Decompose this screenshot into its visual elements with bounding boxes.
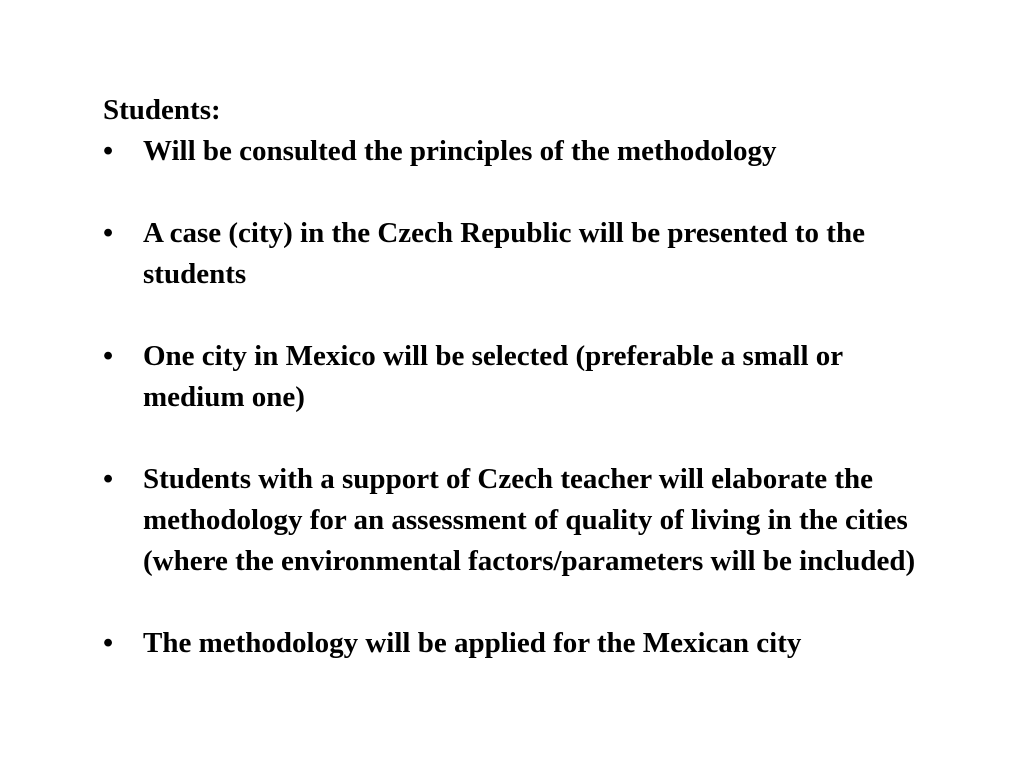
bullet-text: Will be consulted the principles of the methodology (143, 135, 777, 167)
bullet-item (103, 459, 943, 582)
bullet-icon: • (103, 463, 114, 495)
bullet-text: One city in Mexico will be selected (preferable a small or medium one) (143, 340, 843, 413)
bullet-icon: • (103, 340, 114, 372)
slide-content (103, 90, 943, 664)
bullet-text: A case (city) in the Czech Republic will be presented to the students (143, 217, 865, 290)
bullet-item (103, 623, 943, 664)
bullet-list (103, 131, 943, 664)
bullet-item (103, 213, 943, 295)
bullet-item (103, 131, 943, 172)
bullet-item (103, 336, 943, 418)
bullet-icon: • (103, 217, 114, 249)
bullet-text: Students with a support of Czech teacher will elaborate the methodology for an assessment of quality of living in the cities (where the environmental factors/parameters will be included) (143, 463, 916, 577)
bullet-icon: • (103, 627, 114, 659)
slide-heading: Students: (103, 94, 221, 126)
bullet-text: The methodology will be applied for the Mexican city (143, 627, 802, 659)
bullet-icon: • (103, 135, 114, 167)
